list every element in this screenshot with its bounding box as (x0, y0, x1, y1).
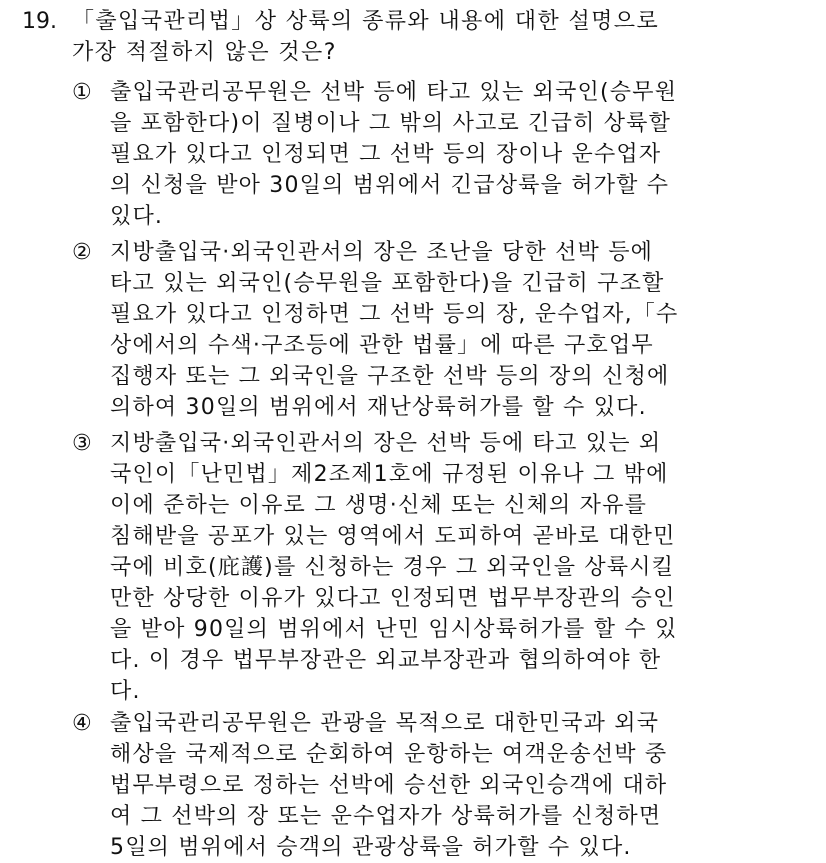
option-line: 타고 있는 외국인(승무원을 포함한다)을 긴급히 구조할 (110, 271, 665, 296)
option-4[interactable] (72, 708, 802, 863)
option-line: 해상을 국제적으로 순회하여 운항하는 여객운송선박 중 (110, 742, 668, 767)
option-line: 다. 이 경우 법무부장관은 외교부장관과 협의하여야 한 (110, 648, 662, 673)
option-line: 5일의 범위에서 승객의 관광상륙을 허가할 수 있다. (110, 835, 632, 860)
option-line: 을 포함한다)이 질병이나 그 밖의 사고로 긴급히 상륙할 (110, 111, 672, 136)
option-1-text (110, 77, 802, 232)
option-line: 만한 상당한 이유가 있다고 인정되면 법무부장관의 승인 (110, 586, 676, 611)
option-3-text (110, 428, 802, 707)
option-4-text (110, 708, 802, 863)
question-19 (22, 6, 812, 68)
option-line: 법무부령으로 정하는 선박에 승선한 외국인승객에 대하 (110, 773, 668, 798)
option-4-marker: ④ (72, 711, 92, 736)
question-stem-line: 「출입국관리법」상 상륙의 종류와 내용에 대한 설명으로 (72, 9, 660, 34)
option-line: 국인이「난민법」제2조제1호에 규정된 이유나 그 밖에 (110, 462, 669, 487)
option-line: 다. (110, 679, 141, 704)
option-line: 의하여 30일의 범위에서 재난상륙허가를 할 수 있다. (110, 395, 647, 420)
option-line: 침해받을 공포가 있는 영역에서 도피하여 곧바로 대한민 (110, 524, 676, 549)
question-stem (72, 6, 812, 68)
option-line: 을 받아 90일의 범위에서 난민 임시상륙허가를 할 수 있 (110, 617, 678, 642)
option-line: 출입국관리공무원은 선박 등에 타고 있는 외국인(승무원 (110, 80, 678, 105)
option-line: 상에서의 수색·구조등에 관한 법률」에 따른 구호업무 (110, 333, 654, 358)
option-2-text (110, 237, 802, 423)
option-line: 있다. (110, 204, 164, 229)
option-2-marker: ② (72, 240, 92, 265)
question-number: 19. (22, 9, 57, 34)
option-line: 여 그 선박의 장 또는 운수업자가 상륙허가를 신청하면 (110, 804, 662, 829)
option-2[interactable] (72, 237, 802, 423)
option-1-marker: ① (72, 80, 92, 105)
option-line: 지방출입국·외국인관서의 장은 선박 등에 타고 있는 외 (110, 431, 662, 456)
option-3-marker: ③ (72, 431, 92, 456)
option-line: 이에 준하는 이유로 그 생명·신체 또는 신체의 자유를 (110, 493, 648, 518)
option-3[interactable] (72, 428, 802, 707)
question-stem-line: 가장 적절하지 않은 것은? (72, 40, 337, 65)
option-line: 국에 비호(庇護)를 신청하는 경우 그 외국인을 상륙시킬 (110, 555, 675, 580)
option-line: 의 신청을 받아 30일의 범위에서 긴급상륙을 허가할 수 (110, 173, 670, 198)
option-line: 필요가 있다고 인정되면 그 선박 등의 장이나 운수업자 (110, 142, 662, 167)
option-line: 집행자 또는 그 외국인을 구조한 선박 등의 장의 신청에 (110, 364, 670, 389)
option-line: 출입국관리공무원은 관광을 목적으로 대한민국과 외국 (110, 711, 660, 736)
option-1[interactable] (72, 77, 802, 232)
option-line: 필요가 있다고 인정하면 그 선박 등의 장, 운수업자,「수 (110, 302, 679, 327)
question-header (22, 6, 812, 68)
option-line: 지방출입국·외국인관서의 장은 조난을 당한 선박 등에 (110, 240, 654, 265)
